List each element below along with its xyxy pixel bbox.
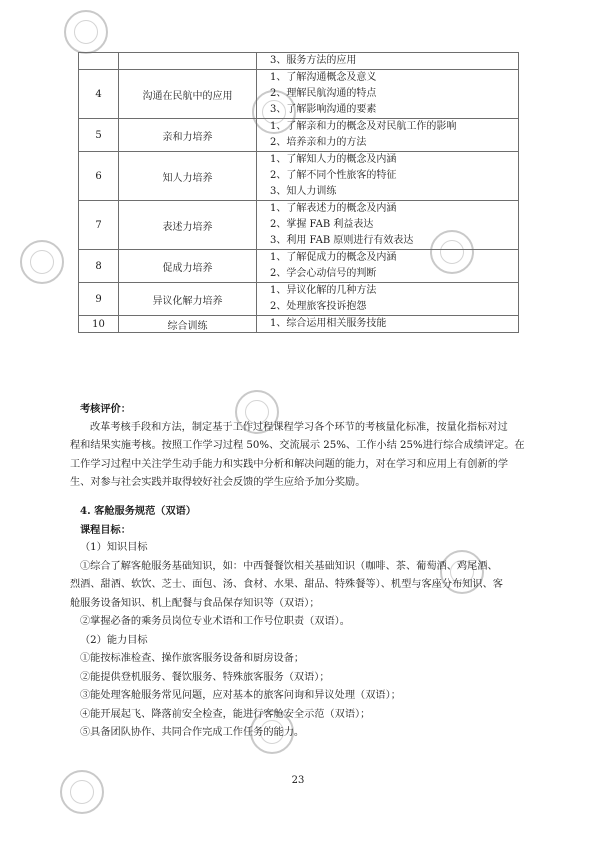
paragraph-line: 生、对参与社会实践并取得较好社会反馈的学生应给予加分奖励。 [70,477,366,488]
content-item: 1、综合运用相关服务技能 [270,318,387,329]
row-number-cell: 9 [79,283,119,316]
section-heading: 4. 客舱服务规范（双语） [80,505,197,517]
paragraph-line: 工作学习过程中关注学生动手能力和实践中分析和解决问题的能力，对在学习和应用上有创新的学 [70,458,509,470]
ability-item: ④能开展起飞、降落前安全检查，能进行客舱安全示范（双语）； [80,708,371,720]
table-row [79,70,519,119]
row-number-cell: 7 [79,201,119,250]
content-item: 3、服务方法的应用 [270,55,357,66]
paragraph-line: 程和结果实施考核。按照工作学习过程 50%、交流展示 25%、工作小结 25%进行综合成绩评定。在 [70,440,525,451]
course-content-table [78,52,519,333]
content-item: 3、知人力训练 [270,186,337,197]
content-item: 1、了解促成力的概念及内涵 [270,252,397,263]
section-4 [70,502,526,743]
paragraph-line: 改革考核手段和方法，制定基于工作过程课程学习各个环节的考核量化标准，按量化指标对过 [90,421,508,433]
content-item: 1、了解表述力的概念及内涵 [270,203,397,214]
row-number-cell: 6 [79,152,119,201]
content-item: 3、利用 FAB 原则进行有效表达 [270,235,414,246]
module-content-cell [257,53,519,70]
content-item: 2、培养亲和力的方法 [270,137,367,148]
module-name-cell: 异议化解力培养 [119,283,257,316]
content-item: 1、异议化解的几种方法 [270,285,377,296]
objectives-heading: 课程目标： [80,523,131,536]
assessment-section [70,400,526,493]
assessment-heading: 考核评价： [80,403,131,415]
ability-item: ①能按标准检查、操作旅客服务设备和厨房设备； [80,653,305,664]
table-row [79,201,519,250]
watermark-seal-icon [64,10,108,54]
ability-item: ⑤具备团队协作、共同合作完成工作任务的能力。 [80,727,305,738]
module-content-cell [257,283,519,316]
paragraph-line: 烈酒、甜酒、软饮、芝士、面包、汤、食材、水果、甜品、特殊餐等）、机型与客座分布知识、客 [70,579,503,590]
module-name-cell: 亲和力培养 [119,119,257,152]
table-row [79,283,519,316]
content-item: 1、了解亲和力的概念及对民航工作的影响 [270,121,457,132]
content-item: 2、处理旅客投诉抱怨 [270,301,367,312]
ability-item: ②能提供登机服务、餐饮服务、特殊旅客服务（双语）； [80,671,330,683]
paragraph-line: ②掌握必备的乘务员岗位专业术语和工作号位职责（双语）。 [80,616,350,627]
module-name-cell: 促成力培养 [119,250,257,283]
module-name-cell [119,53,257,70]
module-content-cell [257,152,519,201]
paragraph-line: ①综合了解客舱服务基础知识，如：中西餐餐饮相关基础知识（咖啡、茶、葡萄酒、鸡尾酒、 [80,560,498,572]
content-item: 1、了解知人力的概念及内涵 [270,154,397,165]
content-item: 1、了解沟通概念及意义 [270,72,377,83]
content-item: 2、了解不同个性旅客的特征 [270,170,397,181]
row-number-cell: 5 [79,119,119,152]
table-row [79,152,519,201]
ability-heading: （2）能力目标 [80,634,148,646]
watermark-seal-icon [20,240,64,284]
table-row [79,119,519,152]
module-content-cell [257,250,519,283]
row-number-cell [79,53,119,70]
module-content-cell [257,201,519,250]
module-name-cell: 沟通在民航中的应用 [119,70,257,119]
module-name-cell: 表述力培养 [119,201,257,250]
table-row [79,250,519,283]
table-row [79,316,519,333]
module-content-cell [257,119,519,152]
content-item: 2、学会心动信号的判断 [270,268,377,279]
module-name-cell: 综合训练 [119,316,257,333]
row-number-cell: 8 [79,250,119,283]
table-row [79,53,519,70]
module-name-cell: 知人力培养 [119,152,257,201]
module-content-cell [257,70,519,119]
content-item: 2、理解民航沟通的特点 [270,88,377,99]
content-item: 3、了解影响沟通的要素 [270,104,377,115]
content-item: 2、掌握 FAB 利益表达 [270,219,374,230]
page-number: 23 [291,775,305,786]
module-content-cell [257,316,519,333]
paragraph-line: 舱服务设备知识、机上配餐与食品保存知识等（双语）； [70,597,320,609]
ability-item: ③能处理客舱服务常见问题，应对基本的旅客问询和异议处理（双语）； [80,690,401,701]
row-number-cell: 10 [79,316,119,333]
knowledge-heading: （1）知识目标 [80,542,148,553]
row-number-cell: 4 [79,70,119,119]
